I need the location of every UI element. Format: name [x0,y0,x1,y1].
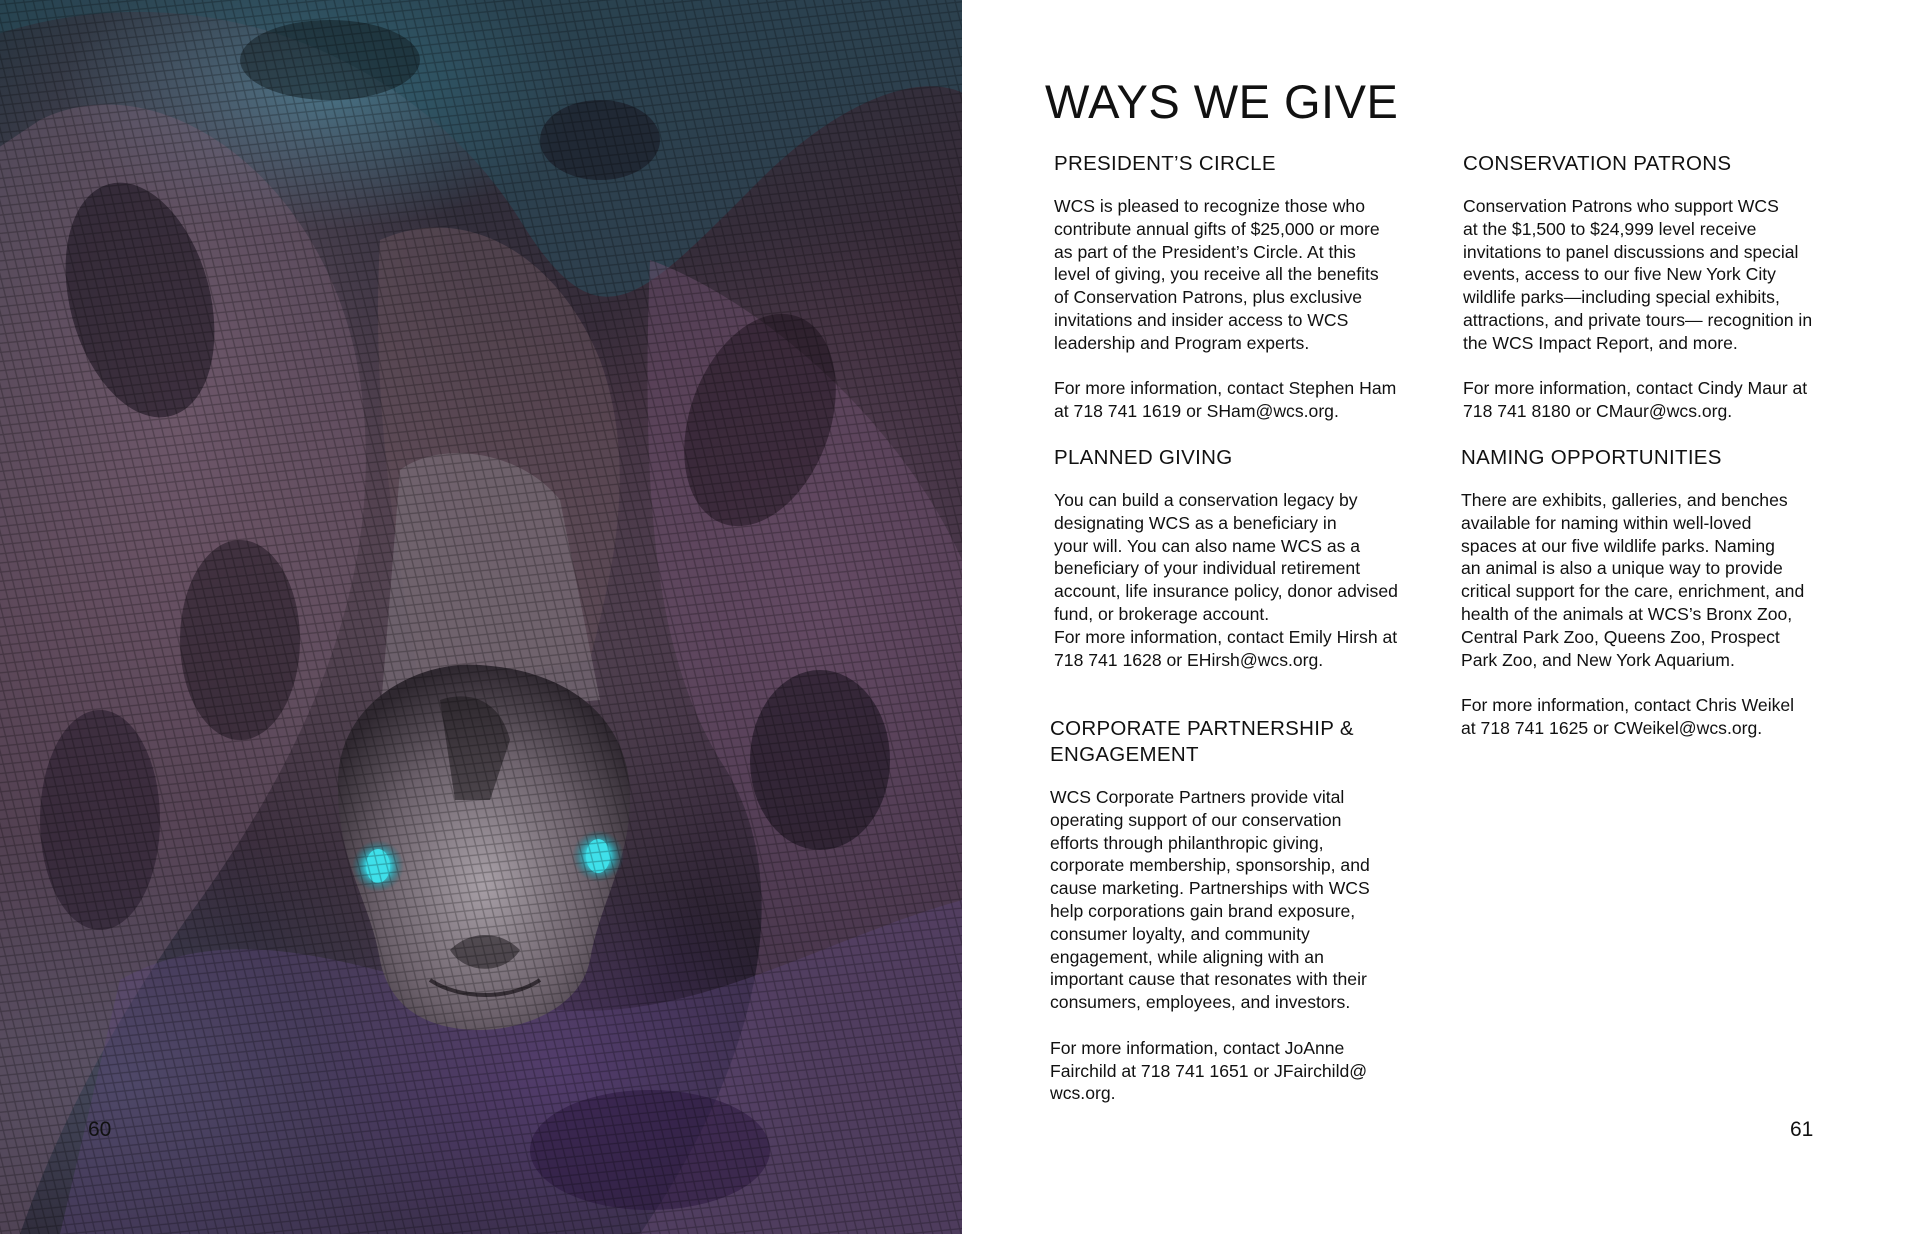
page-number-right: 61 [1790,1118,1814,1141]
section-body: You can build a conservation legacy by designating WCS as a beneficiary in your will. You can also name WCS as a beneficiary of your individual retirement account, life insurance policy, donor advised fund, or brokerage account. [1054,490,1398,624]
section-heading: CONSERVATION PATRONS [1463,152,1732,175]
section-heading: PLANNED GIVING [1054,446,1233,469]
section-contact: For more information, contact Cindy Maur at 718 741 8180 or CMaur@wcs.org. [1463,378,1808,422]
section-contact: For more information, contact Stephen Ham at 718 741 1619 or SHam@wcs.org. [1054,378,1397,422]
section-body: WCS Corporate Partners provide vital operating support of our conservation efforts through philanthropic giving, corporate membership, sponsorship, and cause marketing. Partnerships with WCS help corporations gain brand exposure, consumer loyalty, and community engagement, while aligning with an important cause that resonates with their consumers, employees, and investors. [1050,787,1370,1013]
section-contact: For more information, contact Emily Hirsh at 718 741 1628 or EHirsh@wcs.org. [1054,626,1398,670]
section-contact: For more information, contact Chris Weikel at 718 741 1625 or CWeikel@wcs.org. [1461,695,1795,738]
section-body: WCS is pleased to recognize those who contribute annual gifts of $25,000 or more as part of the President’s Circle. At this level of giving, you receive all the benefits of Conservation Patrons, plus exclusive invitations and insider access to WCS leadership and Program experts. [1054,196,1380,353]
section-body: There are exhibits, galleries, and benches available for naming within well-loved spaces at our five wildlife parks. Naming an animal is also a unique way to provide critical support for the care, enrichment, and health of the animals at WCS’s Bronx Zoo, Central Park Zoo, Queens Zoo, Prospect Park Zoo, and New York Aquarium. [1461,490,1805,670]
section-naming-opportunities [1461,445,1881,740]
page-title: WAYS WE GIVE [1045,75,1399,128]
section-corporate-partnership [1050,716,1450,1105]
section-heading: PRESIDENT’S CIRCLE [1054,152,1276,175]
section-heading: CORPORATE PARTNERSHIP & ENGAGEMENT [1050,717,1354,766]
section-conservation-patrons [1463,151,1883,423]
section-heading: NAMING OPPORTUNITIES [1461,446,1722,469]
section-contact: For more information, contact JoAnne Fairchild at 718 741 1651 or JFairchild@ wcs.org. [1050,1037,1368,1104]
page-number-left: 60 [88,1118,112,1141]
section-body: Conservation Patrons who support WCS at the $1,500 to $24,999 level receive invitations to panel discussions and special events, access to our five New York City wildlife parks—including special exhibits, attractions, and private tours— recognition in the WCS Impact Report, and more. [1463,196,1813,353]
section-planned-giving [1054,445,1454,671]
section-presidents-circle [1054,151,1444,423]
